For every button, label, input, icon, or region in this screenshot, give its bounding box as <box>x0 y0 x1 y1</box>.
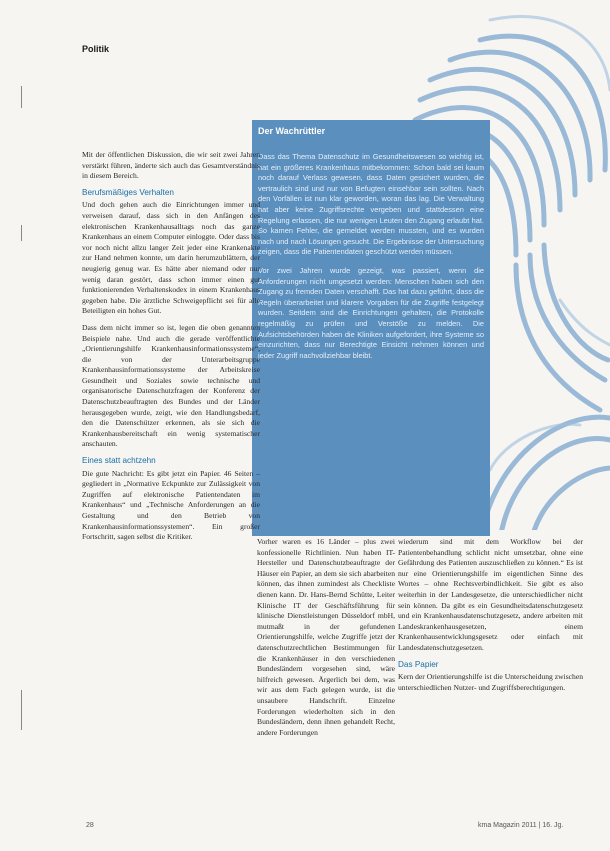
subheading: Eines statt achtzehn <box>82 456 156 466</box>
section-label: Politik <box>82 44 110 54</box>
column-right <box>398 537 583 699</box>
body-paragraph: Und doch gehen auch die Einrichtungen immer und verweisen darauf, dass sich in den Anfängen des elektronischen Krankenhausalltags noch das ganze Krankenhaus an einem Computer einloggte. Oder dass bis vor noch nicht allzu langer Zeit jeder eine Krankenakte zur Hand nehmen konnte, um darin herumzublättern, der neugierig genug war. Es hätte aber niemand oder nur wenig daran gestört, dass schon immer einen gut funktionierenden Verhaltenskodex in einem Krankenhaus gegeben habe. Die ärztliche Schweigepflicht sei für alle Beteiligten ein hohes Gut. <box>82 200 260 316</box>
margin-mark <box>21 225 22 241</box>
sidebar-title: Der Wachrüttler <box>258 126 326 136</box>
intro-paragraph: Mit der öffentlichen Diskussion, die wir seit zwei Jahren verstärkt führen, änderte sich auch das Gesamtverständnis in diesem Bereich. <box>82 150 260 181</box>
sidebar-body <box>258 152 484 369</box>
subheading: Berufsmäßiges Verhalten <box>82 187 174 197</box>
subheading: Das Papier <box>398 659 439 669</box>
page-number: 28 <box>86 822 94 829</box>
margin-mark <box>21 86 22 108</box>
sidebar-paragraph: Dass das Thema Datenschutz im Gesundheitswesen so wichtig ist, hat ein größeres Krankenhaus mitbekommen: Schon bald sei kaum noch darauf Verlass gewesen, dass Daten gesichert wurden, die vertraulich sind und nur von Befugten einsehbar sein sollten. Nach den Vorfällen ist nun klar geworden, woran das lag. Die Verwaltung hat aber keine Zugriffsrechte vergeben und stattdessen eine Regelung erlassen, die nur wenigen Leuten den Zugang erlaubt hat. So kamen Fehler, die gemeldet werden mussten, und es wurden nach und nach Lösungen gesucht. Die Ergebnisse der Untersuchung zeigen, dass die Patientendaten geschützt werden müssen. <box>258 152 484 257</box>
body-paragraph: Dass dem nicht immer so ist, legen die oben genannten Beispiele nahe. Und auch die gerade veröffentlichte „Orientierungshilfe Krankenhausinformationssysteme“, die von der Unterarbeitsgruppe Krankenhausinformationssysteme der Arbeitskreise Gesundheit und Soziales sowie technische und organisatorische Datenschutzfragen der Konferenz der Datenschutzbeauftragten des Bundes und der Länder herausgegeben wurde, zeigt, wie den Handlungsbedarf, den die Datenschützer erkennen, als sie sich die Krankenhausbereitschaft ein wenig systematischer anschauten. <box>82 322 260 449</box>
column-middle <box>257 537 395 744</box>
margin-mark <box>21 690 22 730</box>
sidebar-paragraph: Vor zwei Jahren wurde gezeigt, was passiert, wenn die Anforderungen nicht umgesetzt werden: Menschen haben sich den Zugang zu fremden Daten verschafft. Das hat dazu geführt, dass die Regeln überarbeitet und klarere Vorgaben für die Zugriffe festgelegt wurden. Seitdem sind die Einrichtungen gehalten, die Protokolle regelmäßig zu prüfen und Verstöße zu melden. Die Aufsichtsbehörden haben die Kliniken aufgefordert, ihre Systeme so einzurichten, dass nur Berechtigte Einsicht nehmen können und jeder Zugriff nachvollziehbar bleibt. <box>258 265 484 360</box>
column-left <box>82 150 260 549</box>
body-paragraph: Vorher waren es 16 Länder – plus zwei konfessionelle Richtlinien. Nun haben IT-Hersteller und Datenschutzbeauftragte der Häuser ein Papier, an dem sie sich abarbeiten können, das ihnen zumindest als Checkliste dienen kann. Dr. Hans-Bernd Schütte, Leiter Klinische IT der Geschäftsführung für klinische Dienstleistungen Düsseldorf mbH, mutmaßt in der gefundenen Orientierungshilfe, welche Zugriffe jetzt der datenschutzrechtlichen Bestimmungen für die Krankenhäuser in den verschiedenen Bundesländern vorgesehen sind, wäre hilfreich gewesen. Ärgerlich bei dem, was wir aus dem Fach gelegen wurde, ist die unsaubere Handschrift. Einzelne Forderungen wiederholten sich in den Bundesländern, denn ihnen gehandelt Recht, andere Forderungen <box>257 537 395 737</box>
body-paragraph: Die gute Nachricht: Es gibt jetzt ein Papier. 46 Seiten – gegliedert in „Normative Eckpunkte zur Zulässigkeit von Zugriffen auf elektronische Patientendaten im Krankenhaus“ und „Technische Anforderungen an die Gestaltung und den Betrieb von Krankenhausinformationssystemen“. Ein großer Fortschritt, sagen selbst die Kritiker. <box>82 468 260 542</box>
body-paragraph: wiederum sind mit dem Workflow bei der Patientenbehandlung schlicht nicht umsetzbar, ohne eine Gefährdung des Patienten auszuschließen zu können.“ Es ist nur eine Orientierungshilfe im eigentlichen Sinne des Wortes – ohne Rechtsverbindlichkeit. Sie gibt es also weiterhin in der Landesgesetze, die unterschiedlicher nicht sein können. Da gibt es ein Gesundheitsdatenschutzgesetz und ein Krankenhausdatenschutzgesetz, andere arbeiten mit Landeskrankenhausgesetzen, einem Krankenhausentwicklungsgesetz oder einfach mit Landesdatenschutzgesetzen. <box>398 537 583 652</box>
issue-label: kma Magazin 2011 | 16. Jg. <box>478 822 564 829</box>
body-paragraph: Kern der Orientierungshilfe ist die Unterscheidung zwischen unterschiedlichen Nutzer- und Zugriffsberechtigungen. <box>398 672 583 692</box>
